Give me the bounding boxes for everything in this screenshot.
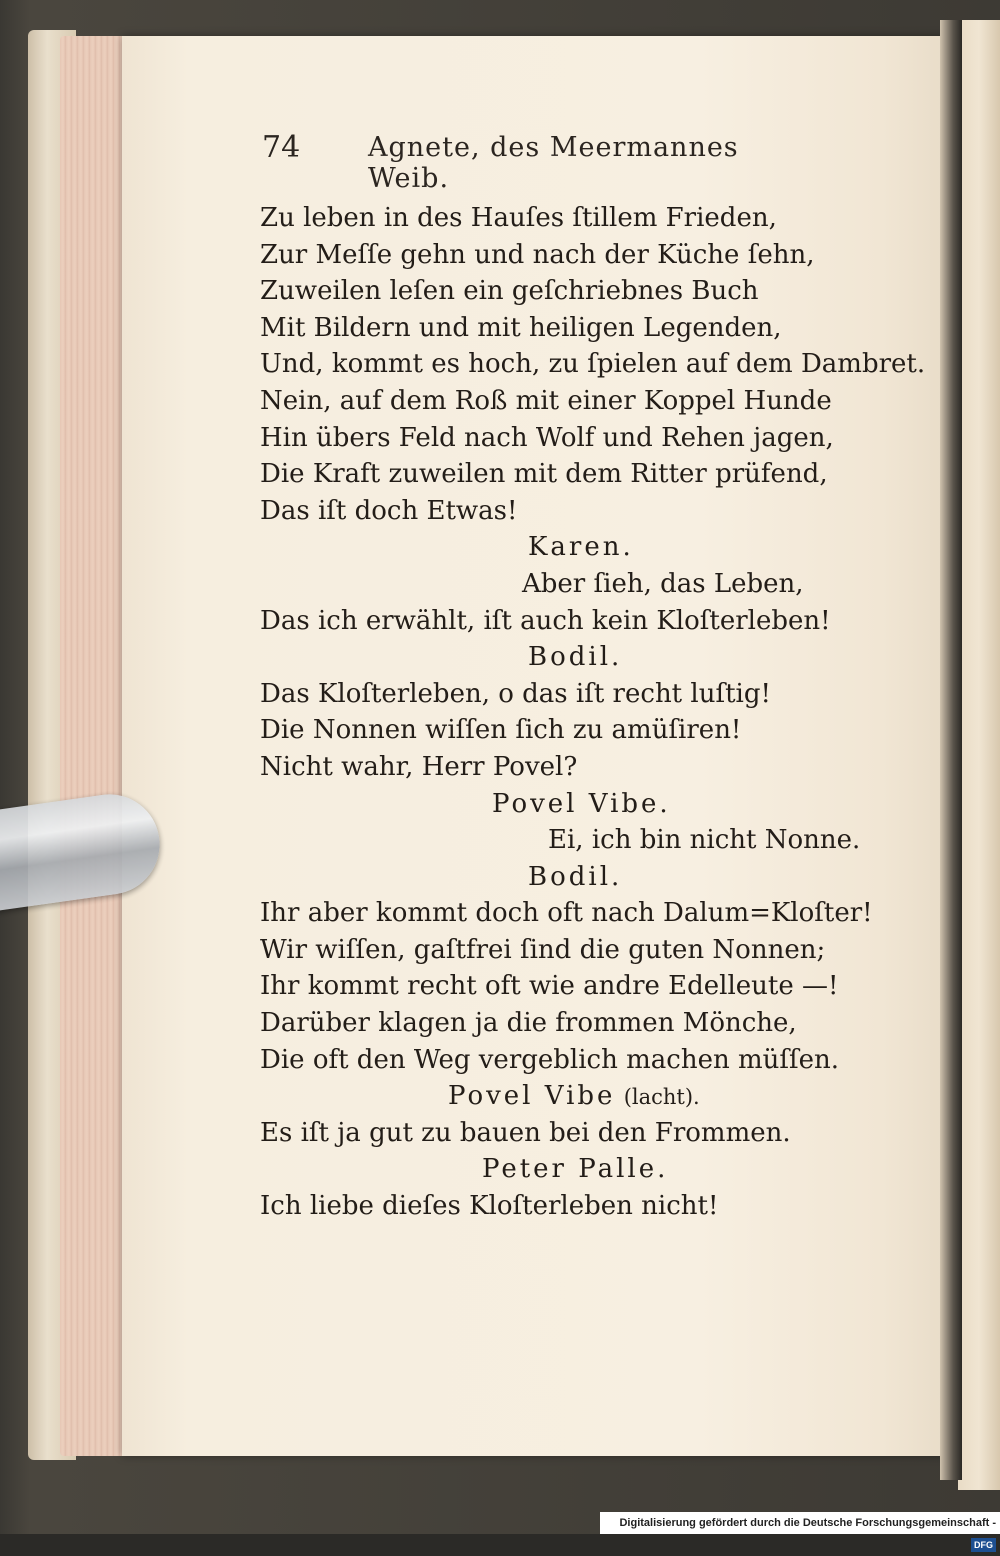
book-gutter	[940, 20, 962, 1480]
speaker-name: Peter Palle.	[482, 1154, 669, 1185]
speaker-line	[260, 1151, 820, 1188]
speaker-name: Karen.	[528, 532, 634, 563]
speaker-name: Bodil.	[528, 642, 623, 673]
speaker-line	[260, 639, 820, 676]
verse-line: Das iſt doch Etwas!	[260, 495, 518, 526]
page-header	[262, 130, 782, 194]
running-title: Agnete, des Meermannes Weib.	[368, 132, 739, 194]
verse-line: Das ich erwählt, iſt auch kein Kloſterleben!	[260, 605, 831, 636]
speaker-line	[260, 1078, 820, 1115]
speaker-name: Povel Vibe	[448, 1081, 616, 1112]
verse-line: Aber ſieh, das Leben,	[522, 568, 804, 599]
stage-direction: (lacht).	[623, 1085, 700, 1110]
dfg-logo: DFG	[971, 1538, 996, 1552]
verse-line: Darüber klagen ja die frommen Mönche,	[260, 1008, 797, 1039]
verse-line: Nicht wahr, Herr Povel?	[260, 751, 578, 782]
verse-line: Wir wiſſen, gaſtfrei ſind die guten Nonnen;	[260, 934, 826, 965]
speaker-line	[260, 786, 820, 823]
verse-line: Zu leben in des Hauſes ſtillem Frieden,	[260, 203, 777, 233]
verse-line: Und, kommt es hoch, zu ſpielen auf dem Dambret.	[260, 349, 926, 380]
verse-line: Ihr aber kommt doch oft nach Dalum=Kloſter!	[260, 898, 873, 929]
verse-line: Die Nonnen wiſſen ſich zu amüſiren!	[260, 715, 742, 746]
digitization-credit	[600, 1512, 1000, 1551]
page-number: 74	[262, 130, 301, 165]
facing-page-edge	[958, 20, 1000, 1490]
speaker-line	[260, 859, 820, 896]
verse-line: Nein, auf dem Roß mit einer Koppel Hunde	[260, 385, 832, 416]
verse-line: Mit Bildern und mit heiligen Legenden,	[260, 312, 782, 343]
verse-line: Ihr kommt recht oft wie andre Edelleute —!	[260, 971, 839, 1002]
credit-text: Digitalisierung gefördert durch die Deutsche Forschungsgemeinschaft -	[619, 1517, 996, 1529]
verse-line: Es iſt ja gut zu bauen bei den Frommen.	[260, 1117, 791, 1148]
verse-line: Ich liebe dieſes Kloſterleben nicht!	[260, 1191, 719, 1222]
verse-line: Die oft den Weg vergeblich machen müſſen.	[260, 1044, 840, 1075]
verse-line: Die Kraft zuweilen mit dem Ritter prüfend,	[260, 459, 828, 490]
play-text	[260, 200, 926, 1225]
verse-line: Hin übers Feld nach Wolf und Rehen jagen,	[260, 422, 834, 453]
verse-line: Zur Meſſe gehn und nach der Küche ſehn,	[260, 239, 815, 270]
verse-line: Ei, ich bin nicht Nonne.	[548, 825, 861, 856]
verse-line: Zuweilen leſen ein geſchriebnes Buch	[260, 276, 759, 307]
speaker-line	[260, 529, 820, 566]
speaker-name: Bodil.	[528, 861, 623, 892]
verse-line: Das Kloſterleben, o das iſt recht luſtig!	[260, 678, 771, 709]
speaker-name: Povel Vibe.	[492, 788, 671, 819]
